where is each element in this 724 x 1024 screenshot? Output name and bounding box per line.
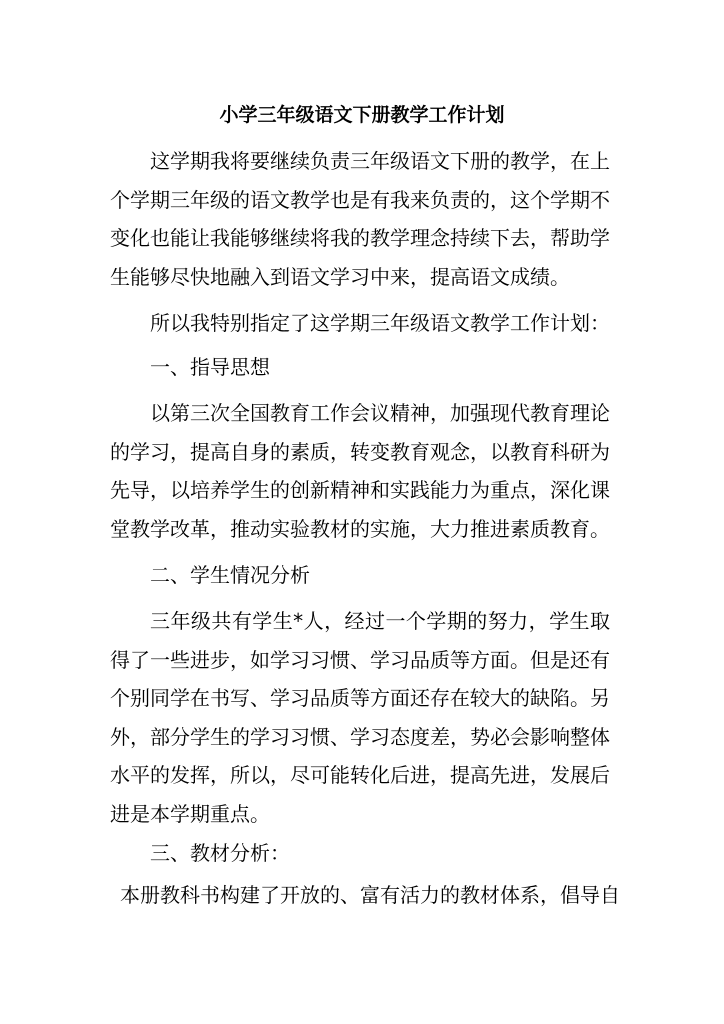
section-body-student-analysis: 三年级共有学生*人，经过一个学期的努力，学生取得了一些进步，如学习习惯、学习品质等方面。但是还有个别同学在书写、学习品质等方面还存在较大的缺陷。另外，部分学生的学习习惯、学习态度差，势必会影响整体水平的发挥，所以，尽可能转化后进，提高先进，发展后进是本学期重点。 — [110, 609, 610, 826]
section-heading-guiding-ideology: 一、指导思想 — [150, 355, 270, 379]
plan-intro-paragraph: 所以我特别指定了这学期三年级语文教学工作计划： — [150, 311, 610, 335]
section-heading-student-analysis: 二、学生情况分析 — [150, 563, 310, 587]
document-title: 小学三年级语文下册教学工作计划 — [219, 104, 505, 126]
section-body-guiding-ideology: 以第三次全国教育工作会议精神，加强现代教育理论的学习，提高自身的素质，转变教育观念，以教育科研为先导，以培养学生的创新精神和实践能力为重点，深化课堂教学改革，推动实验教材的实施，大力推进素质教育。 — [110, 401, 610, 541]
intro-paragraph: 这学期我将要继续负责三年级语文下册的教学，在上个学期三年级的语文教学也是有我来负责的，这个学期不变化也能让我能够继续将我的教学理念持续下去，帮助学生能够尽快地融入到语文学习中来，提高语文成绩。 — [110, 149, 610, 289]
section-body-textbook-analysis: 本册教科书构建了开放的、富有活力的教材体系，倡导自 — [120, 883, 620, 907]
section-heading-textbook-analysis: 三、教材分析： — [150, 841, 290, 865]
